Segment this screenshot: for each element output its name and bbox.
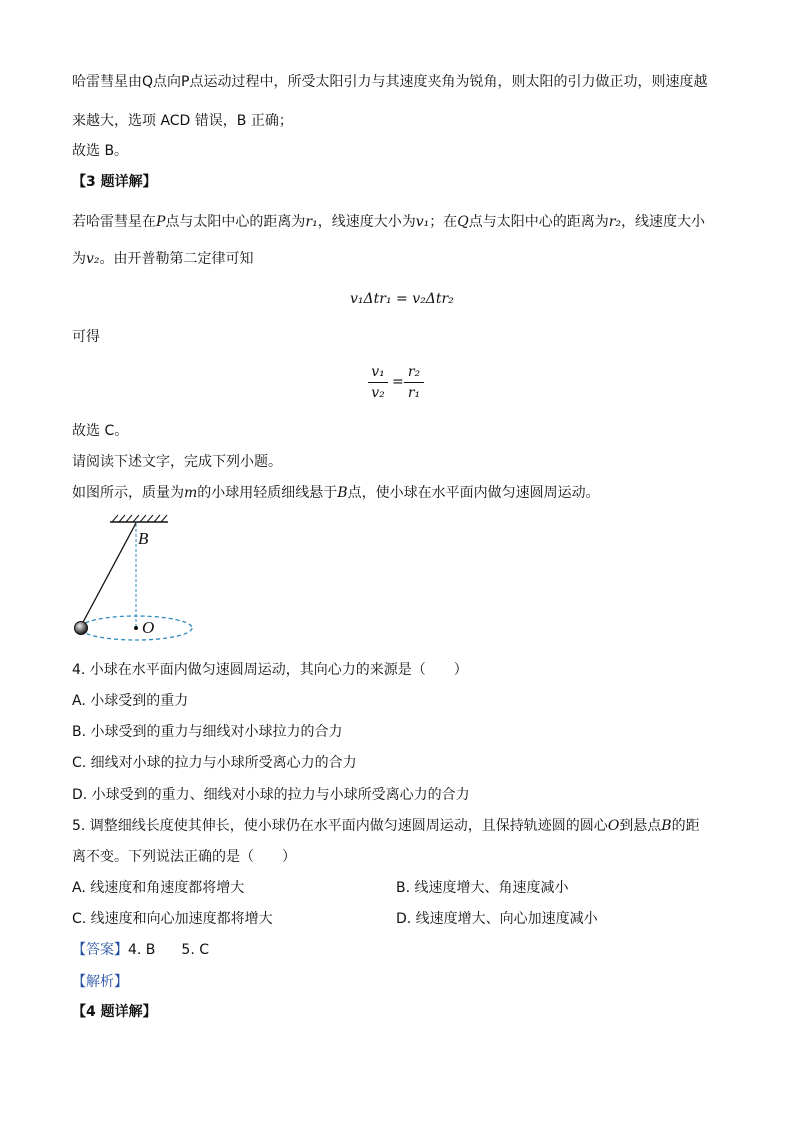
numerator: r₂ [407,364,421,380]
conclusion: 故选 C。 [72,423,129,439]
option-d: D. 线速度增大、向心加速度减小 [396,911,598,927]
symbol-r2: r₂ [608,214,622,230]
para-line: 来越大，选项 ACD 错误，B 正确； [72,113,293,129]
option-b: B. 线速度增大、角速度减小 [396,880,569,896]
option-a: A. 线速度和角速度都将增大 [72,880,245,896]
symbol-P: P [156,214,166,230]
string-line [81,523,136,626]
text: 点，使小球在水平面内做匀速圆周运动。 [347,485,600,501]
answer-4: 4. B [128,942,156,958]
option-a: A. 小球受到的重力 [72,693,189,709]
text: 为 [72,251,86,267]
center-point [134,626,138,630]
fraction-v [368,364,388,401]
text: 点与太阳中心的距离为 [165,214,306,230]
text: 。由开普勒第二定律可知 [99,251,254,267]
analysis-label: 【解析】 [72,974,128,990]
option-b: B. 小球受到的重力与细线对小球拉力的合力 [72,724,343,740]
symbol-O: O [607,818,620,834]
equals-sign: = [392,374,404,390]
question-stem: 4. 小球在水平面内做匀速圆周运动，其向心力的来源是（ ） [72,662,468,678]
answer-5: 5. C [181,942,210,958]
symbol-v1: v₁ [415,214,430,230]
para-line [72,483,600,503]
text: 的小球用轻质细线悬于 [197,485,338,501]
conclusion: 故选 B。 [72,143,129,159]
text: 5. 调整细线长度使其伸长，使小球仍在水平面内做匀速圆周运动，且保持轨迹圆的圆心 [72,818,608,834]
text: ；在 [429,214,458,230]
symbol-m: m [184,485,198,501]
text: 如图所示，质量为 [72,485,184,501]
symbol-v2: v₂ [86,251,100,267]
question-stem-cont: 离不变。下列说法正确的是（ ） [72,849,296,865]
text: ，线速度大小为 [317,214,416,230]
text: 的距 [671,818,700,834]
instruction: 请阅读下述文字，完成下列小题。 [72,454,282,470]
para-line [72,249,254,269]
question-stem [72,816,700,836]
text: 点与太阳中心的距离为 [468,214,609,230]
text: 可得 [72,329,100,345]
fraction-r [404,364,424,401]
text: ，线速度大小 [621,214,706,230]
option-d: D. 小球受到的重力、细线对小球的拉力与小球所受离心力的合力 [72,787,470,803]
symbol-Q: Q [457,214,469,230]
option-c: C. 线速度和向心加速度都将增大 [72,911,273,927]
label-B: B [138,529,149,548]
label-O: O [142,618,155,637]
answer-line [72,940,209,960]
ceiling-hatch [112,515,167,522]
numerator: v₁ [371,364,385,380]
para-line: 哈雷彗星由Q点向P点运动过程中，所受太阳引力与其速度夹角为锐角，则太阳的引力做正功，则速度越 [72,74,708,90]
denominator: v₂ [371,385,385,401]
option-c: C. 细线对小球的拉力与小球所受离心力的合力 [72,755,357,771]
equation-kepler: v₁Δtr₁ = v₂Δtr₂ [350,291,454,307]
ball [75,622,88,635]
symbol-r1: r₁ [305,214,318,230]
pendulum-figure [68,512,208,647]
section-heading: 【3 题详解】 [72,174,157,190]
symbol-B: B [337,485,348,501]
section-heading: 【4 题详解】 [72,1004,157,1020]
fraction-bar [368,382,388,383]
symbol-B: B [661,818,672,834]
denominator: r₁ [407,385,421,401]
text: 到悬点 [619,818,662,834]
text: 若哈雷彗星在 [72,214,156,230]
para-line [72,212,705,232]
answer-label: 【答案】 [72,942,128,958]
fraction-bar [404,382,424,383]
